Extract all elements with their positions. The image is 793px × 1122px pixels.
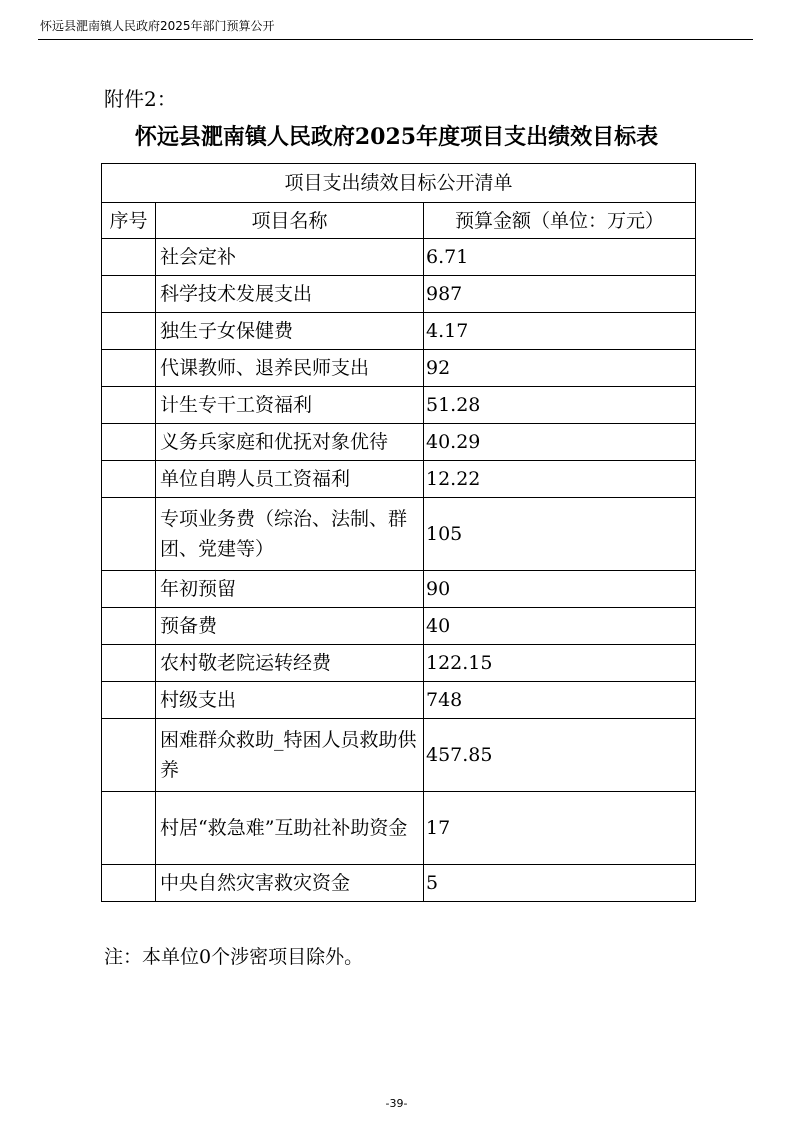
page-header: 怀远县淝南镇人民政府2025年部门预算公开 xyxy=(40,19,275,33)
table-row xyxy=(102,608,696,645)
row-name-cell: 中央自然灾害救灾资金 xyxy=(156,865,424,902)
row-amount-cell: 90 xyxy=(424,571,696,608)
row-name-cell: 单位自聘人员工资福利 xyxy=(156,461,424,498)
budget-table xyxy=(101,163,696,902)
column-header-name: 项目名称 xyxy=(156,203,424,239)
row-amount-cell: 12.22 xyxy=(424,461,696,498)
row-amount-cell: 457.85 xyxy=(424,719,696,792)
row-name-cell: 义务兵家庭和优抚对象优待 xyxy=(156,424,424,461)
row-seq-cell xyxy=(102,424,156,461)
row-seq-cell xyxy=(102,350,156,387)
attachment-label: 附件2： xyxy=(104,87,177,111)
row-name-cell: 代课教师、退养民师支出 xyxy=(156,350,424,387)
row-seq-cell xyxy=(102,313,156,350)
row-seq-cell xyxy=(102,719,156,792)
table-row xyxy=(102,682,696,719)
table-row xyxy=(102,792,696,865)
row-seq-cell xyxy=(102,276,156,313)
table-row xyxy=(102,461,696,498)
column-header-amount: 预算金额（单位：万元） xyxy=(424,203,696,239)
table-caption: 项目支出绩效目标公开清单 xyxy=(102,164,696,203)
row-seq-cell xyxy=(102,645,156,682)
table-caption-row xyxy=(102,164,696,203)
table-row xyxy=(102,571,696,608)
row-seq-cell xyxy=(102,865,156,902)
row-amount-cell: 6.71 xyxy=(424,239,696,276)
row-seq-cell xyxy=(102,461,156,498)
row-name-cell: 独生子女保健费 xyxy=(156,313,424,350)
column-header-seq: 序号 xyxy=(102,203,156,239)
row-amount-cell: 17 xyxy=(424,792,696,865)
row-amount-cell: 4.17 xyxy=(424,313,696,350)
footnote: 注：本单位0个涉密项目除外。 xyxy=(104,946,364,968)
row-seq-cell xyxy=(102,387,156,424)
row-amount-cell: 5 xyxy=(424,865,696,902)
row-seq-cell xyxy=(102,792,156,865)
row-name-cell: 科学技术发展支出 xyxy=(156,276,424,313)
row-name-cell: 计生专干工资福利 xyxy=(156,387,424,424)
row-seq-cell xyxy=(102,608,156,645)
table-row xyxy=(102,865,696,902)
row-name-cell: 村级支出 xyxy=(156,682,424,719)
row-name-cell: 社会定补 xyxy=(156,239,424,276)
table-row xyxy=(102,498,696,571)
row-amount-cell: 748 xyxy=(424,682,696,719)
row-amount-cell: 987 xyxy=(424,276,696,313)
table-row xyxy=(102,239,696,276)
row-amount-cell: 122.15 xyxy=(424,645,696,682)
table-header-row xyxy=(102,203,696,239)
table-row xyxy=(102,313,696,350)
row-name-cell: 年初预留 xyxy=(156,571,424,608)
row-seq-cell xyxy=(102,239,156,276)
row-amount-cell: 105 xyxy=(424,498,696,571)
table-row xyxy=(102,387,696,424)
header-rule xyxy=(38,39,753,40)
row-amount-cell: 51.28 xyxy=(424,387,696,424)
row-name-cell: 预备费 xyxy=(156,608,424,645)
page-number: -39- xyxy=(385,1097,408,1110)
row-seq-cell xyxy=(102,682,156,719)
table-row xyxy=(102,645,696,682)
table-row xyxy=(102,350,696,387)
row-amount-cell: 92 xyxy=(424,350,696,387)
table-row xyxy=(102,424,696,461)
row-name-cell: 农村敬老院运转经费 xyxy=(156,645,424,682)
table-row xyxy=(102,719,696,792)
row-seq-cell xyxy=(102,571,156,608)
row-name-cell: 专项业务费（综治、法制、群团、党建等） xyxy=(156,498,424,571)
row-seq-cell xyxy=(102,498,156,571)
row-amount-cell: 40.29 xyxy=(424,424,696,461)
table-row xyxy=(102,276,696,313)
row-amount-cell: 40 xyxy=(424,608,696,645)
row-name-cell: 困难群众救助_特困人员救助供养 xyxy=(156,719,424,792)
row-name-cell: 村居“救急难”互助社补助资金 xyxy=(156,792,424,865)
document-title: 怀远县淝南镇人民政府2025年度项目支出绩效目标表 xyxy=(134,124,659,150)
